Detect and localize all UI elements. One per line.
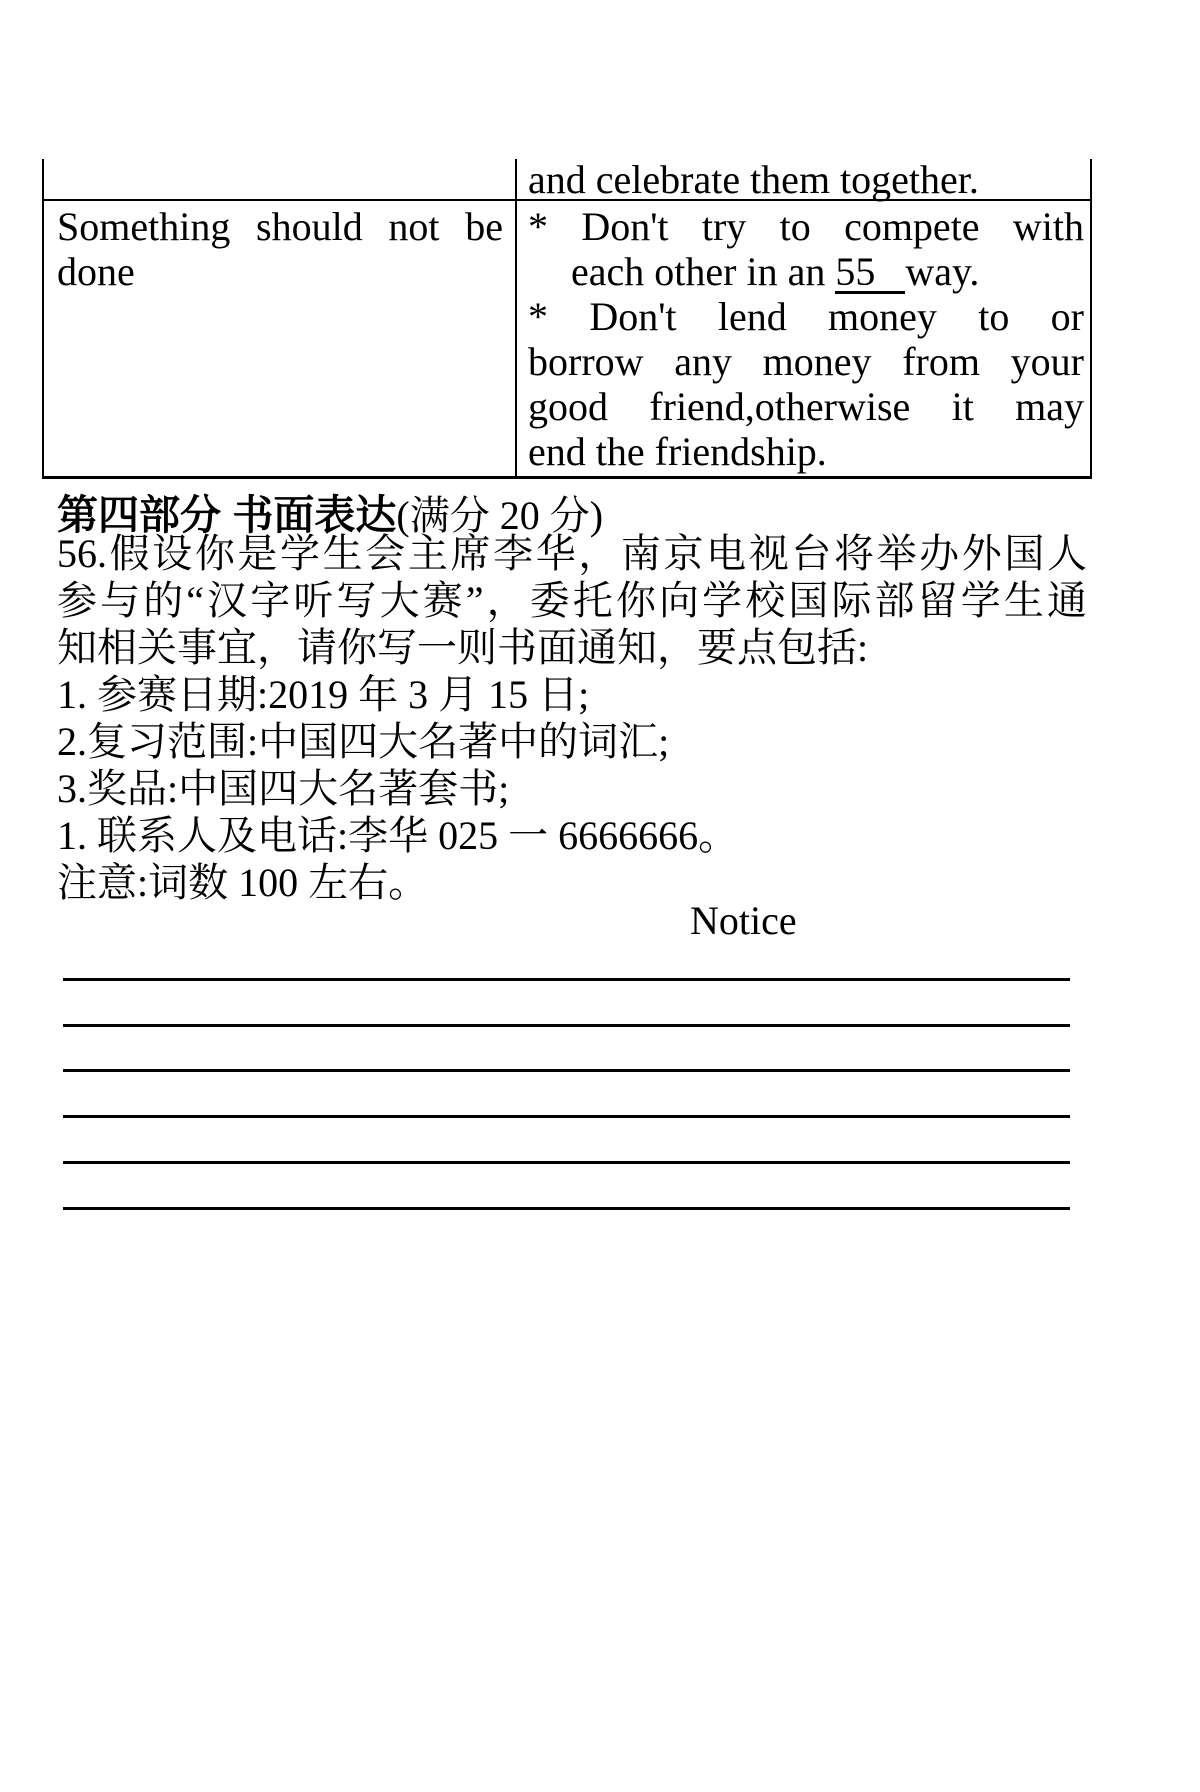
table-border-right	[1090, 159, 1092, 478]
bullet-line: borrow any money from your	[528, 339, 1084, 384]
section-heading-title: 第四部分 书面表达	[57, 492, 397, 538]
writing-line	[63, 1207, 1070, 1210]
note-line: 注意:词数 100 左右。	[57, 860, 429, 905]
writing-line	[63, 978, 1070, 981]
table-column-divider	[515, 159, 517, 478]
blank-55: 55	[835, 253, 905, 294]
table-border-left	[42, 159, 44, 478]
prompt-line: 知相关事宜，请你写一则书面通知，要点包括:	[57, 625, 869, 670]
point-item: 3.奖品:中国四大名著套书;	[57, 766, 510, 811]
bullet-line	[528, 249, 1084, 294]
writing-line	[63, 1115, 1070, 1118]
cell-text-line: done	[57, 249, 135, 294]
writing-line	[63, 1069, 1070, 1072]
bullet-line: * Don't lend money to or	[528, 294, 1084, 339]
bullet-text: way.	[905, 249, 980, 294]
point-item: 1. 联系人及电话:李华 025 一 6666666。	[57, 813, 739, 858]
table-cell-row2-left	[57, 204, 503, 294]
prompt-line: 参与的“汉字听写大赛”，委托你向学校国际部留学生通	[57, 578, 1087, 623]
bullet-line: good friend,otherwise it may	[528, 384, 1084, 429]
table-cell-row2-right	[528, 204, 1084, 474]
section-heading-score: (满分 20 分)	[396, 493, 604, 538]
table-cell-row1-right: and celebrate them together.	[528, 157, 979, 202]
writing-line	[63, 1024, 1070, 1027]
writing-line	[63, 1161, 1070, 1164]
point-item: 1. 参赛日期:2019 年 3 月 15 日;	[57, 672, 590, 717]
table-border-bottom	[42, 476, 1092, 479]
prompt-line: 56.假设你是学生会主席李华，南京电视台将举办外国人	[57, 531, 1087, 576]
bullet-line: end the friendship.	[528, 429, 827, 474]
cell-text-line: Something should not be	[57, 204, 503, 249]
point-item: 2.复习范围:中国四大名著中的词汇;	[57, 719, 670, 764]
bullet-line: * Don't try to compete with	[528, 204, 1084, 249]
bullet-text: each other in an	[571, 249, 836, 294]
essay-title: Notice	[690, 898, 797, 943]
